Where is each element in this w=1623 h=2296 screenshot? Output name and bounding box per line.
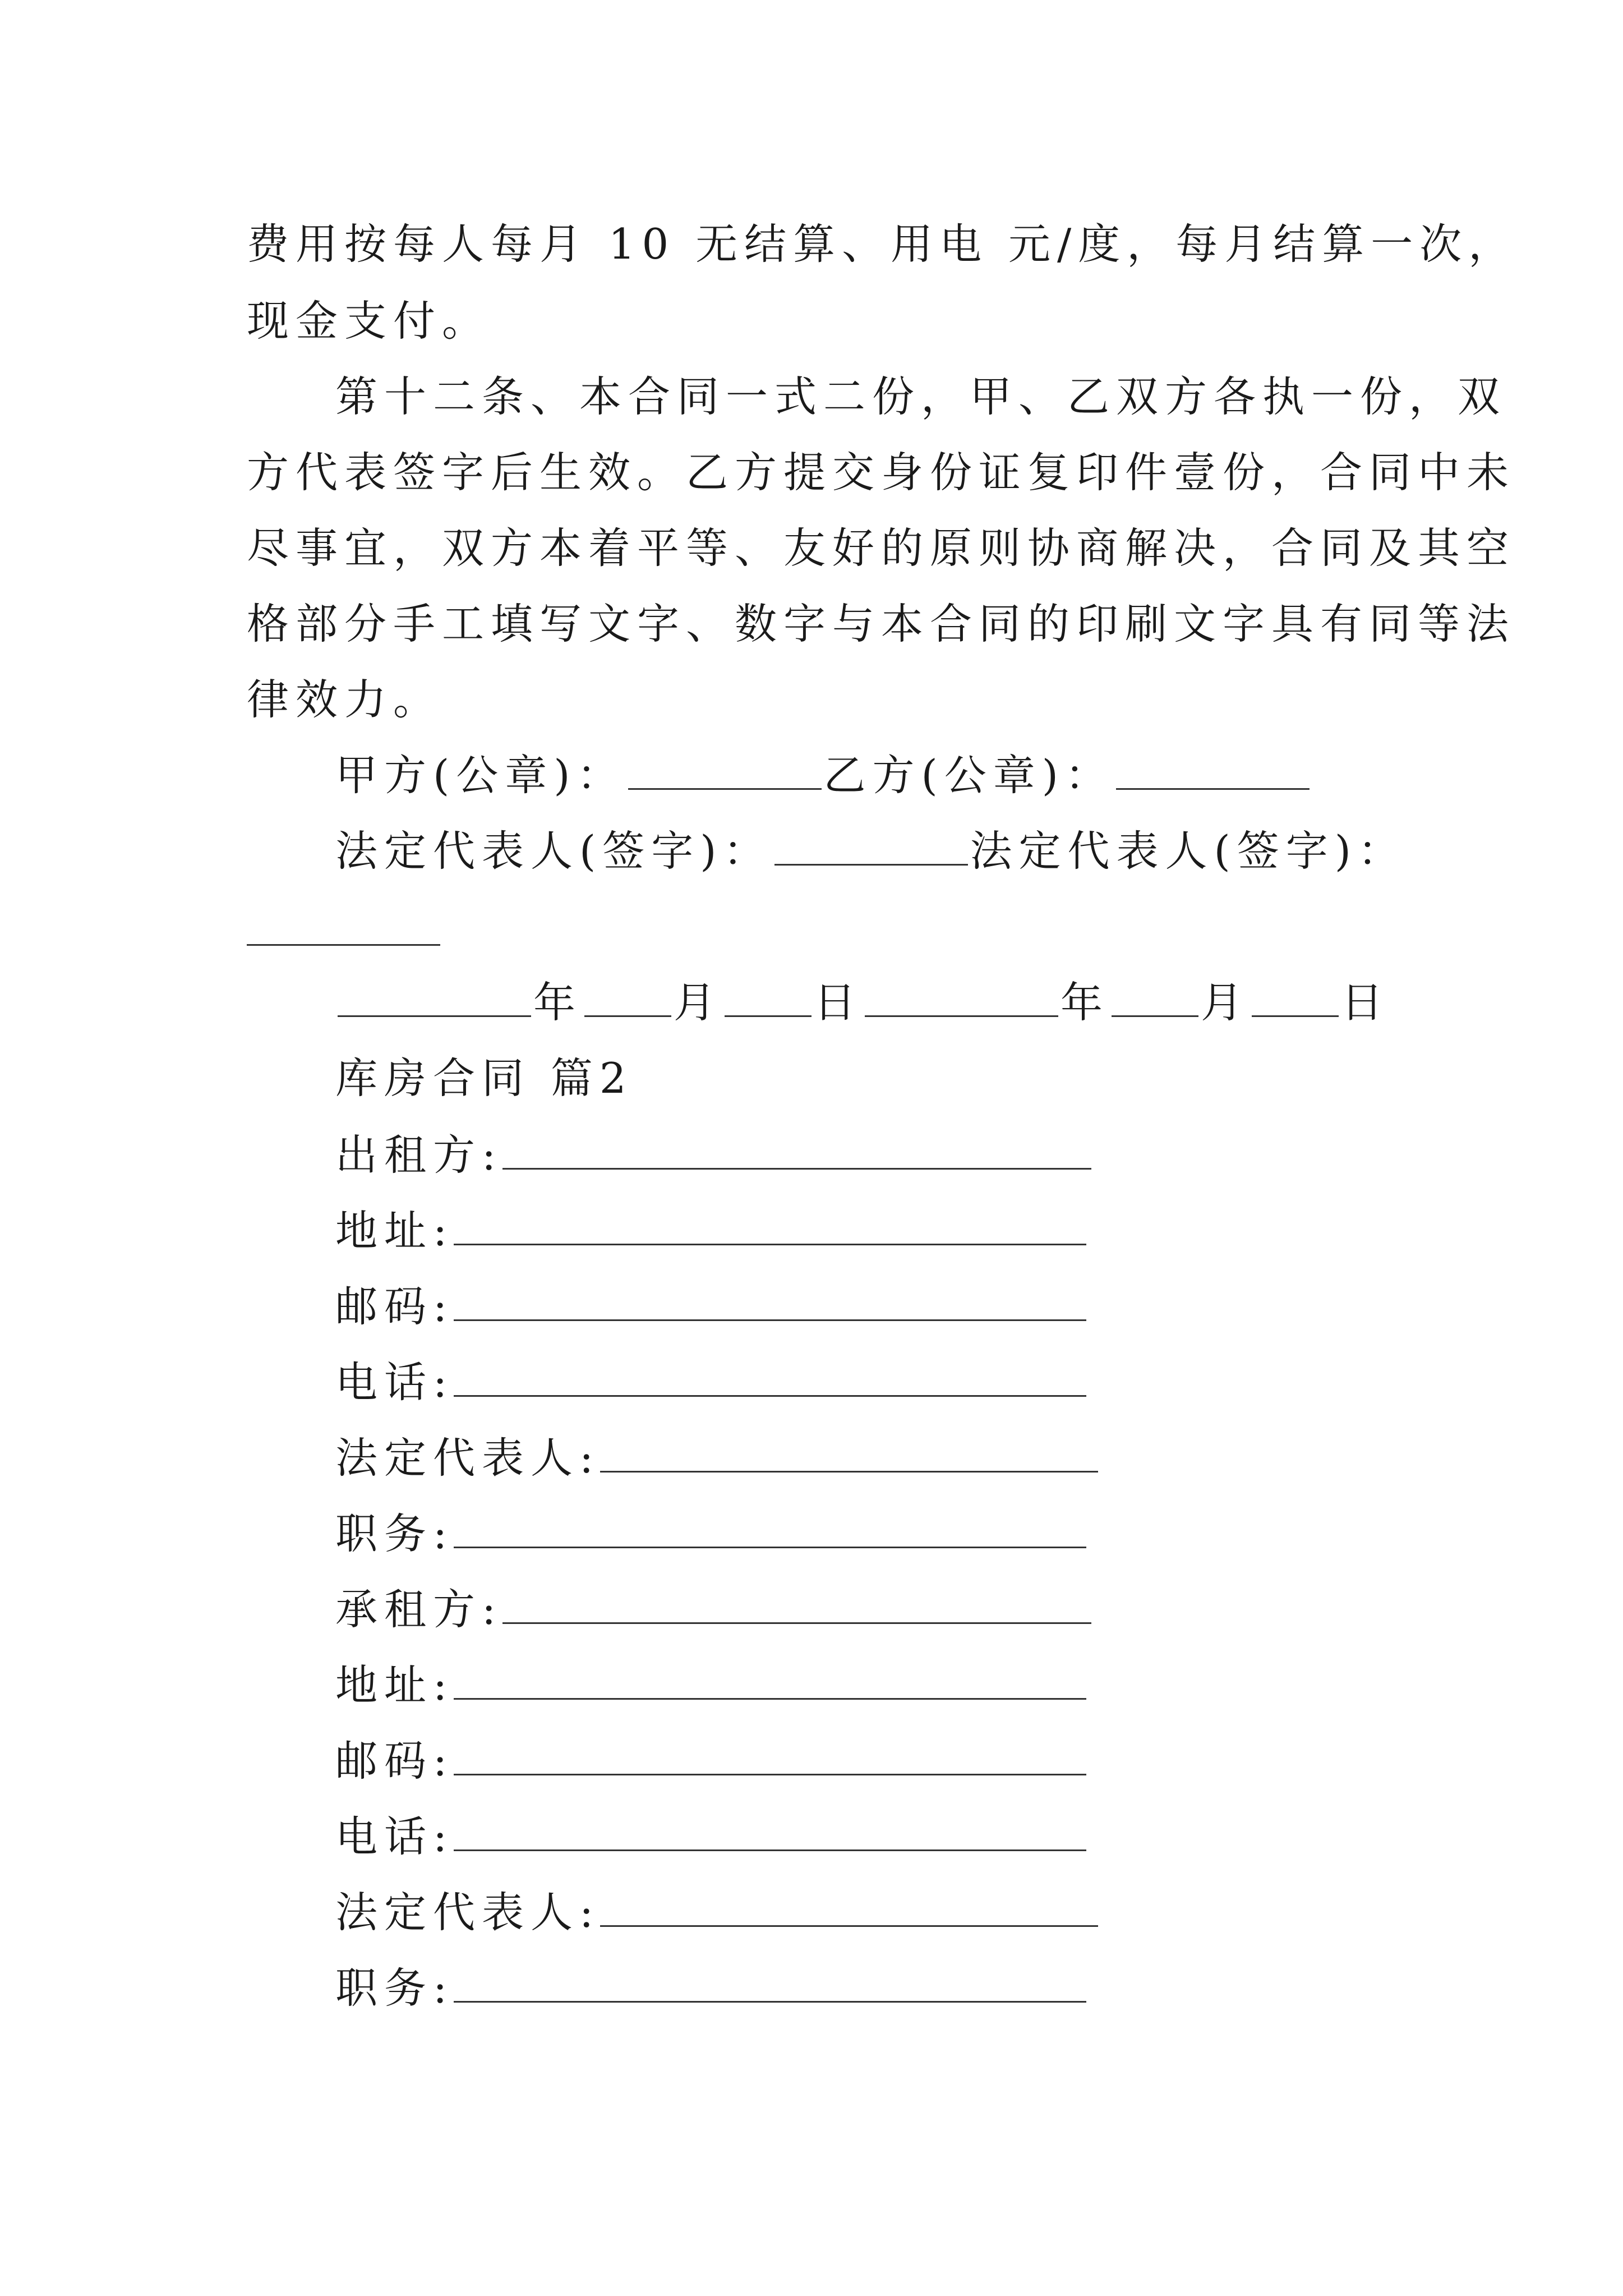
field-blank[interactable]	[502, 1133, 1091, 1170]
field-blank[interactable]	[454, 1360, 1086, 1397]
lessor-legal-rep-field	[335, 1433, 1098, 1483]
field-label: 法定代表人:	[335, 1433, 601, 1483]
paragraph-2-line-4: 格部分手工填写文字、数字与本合同的印刷文字具有同等法	[247, 599, 1516, 648]
party-a-seal-label: 甲方(公章)：	[335, 751, 626, 800]
field-blank[interactable]	[454, 1815, 1086, 1851]
paragraph-2-line-2: 方代表签字后生效。乙方提交身份证复印件壹份，合同中未	[247, 448, 1516, 497]
party-a-month-label: 月	[674, 978, 723, 1027]
field-label: 邮码:	[335, 1282, 454, 1331]
field-label: 职务:	[335, 1963, 454, 2013]
party-a-month-blank[interactable]	[584, 982, 671, 1017]
field-blank[interactable]	[454, 1285, 1086, 1321]
representative-line	[335, 826, 1407, 876]
seal-line	[335, 751, 1312, 800]
section-title: 库房合同 篇2	[335, 1053, 633, 1103]
field-blank[interactable]	[454, 1663, 1086, 1700]
field-label: 地址:	[335, 1660, 454, 1710]
field-blank[interactable]	[454, 1966, 1086, 2003]
field-blank[interactable]	[600, 1890, 1098, 1927]
field-label: 地址:	[335, 1206, 454, 1255]
lessee-phone-field	[335, 1812, 1086, 1861]
field-blank[interactable]	[600, 1436, 1098, 1473]
field-blank[interactable]	[454, 1209, 1086, 1245]
paragraph-1-line-2: 现金支付。	[247, 296, 491, 346]
party-b-seal-label: 乙方(公章)：	[823, 751, 1114, 800]
field-blank[interactable]	[454, 1739, 1086, 1775]
paragraph-1-line-1: 费用按每人每月 10 无结算、用电 元/度，每月结算一次，	[247, 219, 1518, 269]
party-a-year-label: 年	[533, 978, 583, 1027]
field-label: 法定代表人:	[335, 1888, 601, 1937]
party-a-rep-label: 法定代表人(签字)：	[335, 826, 772, 876]
party-b-year-label: 年	[1061, 978, 1110, 1027]
lessee-party-field	[335, 1585, 1091, 1634]
field-label: 出租方:	[335, 1130, 503, 1180]
party-b-year-blank[interactable]	[865, 982, 1058, 1017]
field-label: 承租方:	[335, 1585, 503, 1634]
field-label: 电话:	[335, 1812, 454, 1861]
paragraph-2-line-5: 律效力。	[247, 675, 442, 724]
party-b-seal-blank[interactable]	[1116, 754, 1310, 790]
lessee-postcode-field	[335, 1736, 1086, 1786]
lessee-position-field	[335, 1963, 1086, 2013]
party-b-rep-blank[interactable]	[247, 944, 440, 946]
party-b-month-label: 月	[1201, 978, 1250, 1027]
party-b-rep-label: 法定代表人(签字)：	[970, 826, 1407, 876]
party-a-seal-blank[interactable]	[628, 754, 822, 790]
lessee-address-field	[335, 1660, 1086, 1710]
lessor-phone-field	[335, 1358, 1086, 1407]
field-label: 职务:	[335, 1509, 454, 1558]
party-b-day-label: 日	[1341, 978, 1390, 1027]
field-label: 邮码:	[335, 1736, 454, 1786]
lessor-address-field	[335, 1206, 1086, 1255]
lessee-legal-rep-field	[335, 1888, 1098, 1937]
party-a-day-blank[interactable]	[725, 982, 811, 1017]
party-b-month-blank[interactable]	[1112, 982, 1198, 1017]
date-line	[335, 978, 1390, 1027]
party-a-year-blank[interactable]	[338, 982, 531, 1017]
field-label: 电话:	[335, 1358, 454, 1407]
lessor-party-field	[335, 1130, 1091, 1180]
party-b-day-blank[interactable]	[1252, 982, 1339, 1017]
lessor-postcode-field	[335, 1282, 1086, 1331]
field-blank[interactable]	[454, 1512, 1086, 1548]
paragraph-2-line-1: 第十二条、本合同一式二份，甲、乙双方各执一份，双	[335, 372, 1507, 421]
party-a-day-label: 日	[814, 978, 863, 1027]
field-blank[interactable]	[502, 1588, 1091, 1624]
party-a-rep-blank[interactable]	[774, 830, 968, 866]
lessor-position-field	[335, 1509, 1086, 1558]
paragraph-2-line-3: 尽事宜，双方本着平等、友好的原则协商解决，合同及其空	[247, 523, 1516, 573]
